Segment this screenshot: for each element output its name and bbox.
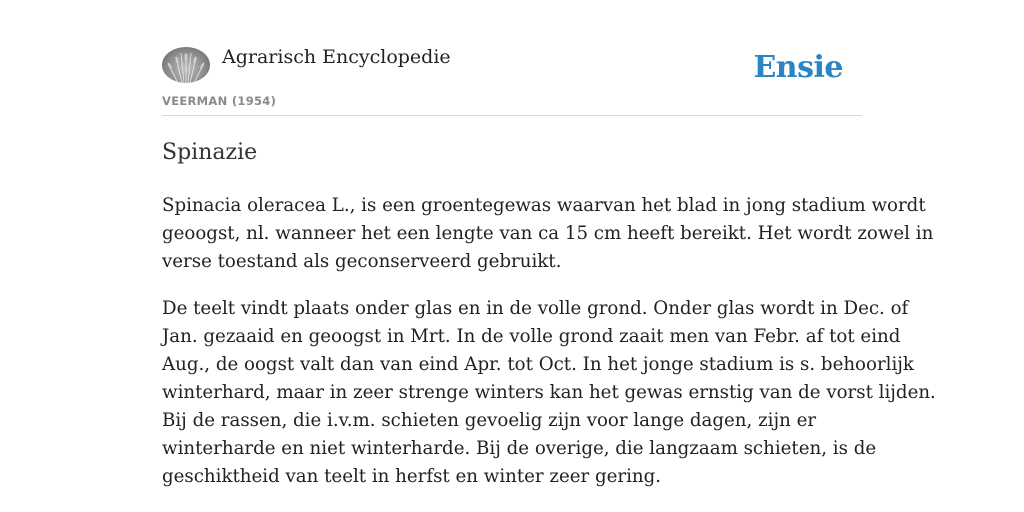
paragraph-line: winterhard, maar in zeer strenge winters kan het gewas ernstig van de vorst lijden. — [162, 382, 936, 403]
article-title: Spinazie — [162, 140, 258, 165]
paragraph-line: Spinacia oleracea L., is een groentegewas waarvan het blad in jong stadium wordt — [162, 195, 926, 216]
paragraph-line: De teelt vindt plaats onder glas en in de volle grond. Onder glas wordt in Dec. of — [162, 298, 909, 319]
paragraph-line: geschiktheid van teelt in herfst en winter zeer gering. — [162, 466, 662, 487]
paragraph-line: verse toestand als geconserveerd gebruikt. — [162, 251, 562, 272]
paragraph-line: winterharde en niet winterharde. Bij de overige, die langzaam schieten, is de — [162, 438, 877, 459]
paragraph-line: geoogst, nl. wanneer het een lengte van ca 15 cm heeft bereikt. Het wordt zowel in — [162, 223, 934, 244]
paragraph-line: Bij de rassen, die i.v.m. schieten gevoelig zijn voor lange dagen, zijn er — [162, 410, 817, 431]
ensie-logo[interactable]: Ensie — [753, 50, 843, 85]
article-container — [162, 0, 936, 487]
source-author-year: VEERMAN (1954) — [162, 94, 277, 108]
wheat-image-icon[interactable] — [162, 47, 210, 83]
paragraph-line: Aug., de oogst valt dan van eind Apr. tot Oct. In het jonge stadium is s. behoorlijk — [162, 354, 914, 375]
source-name[interactable]: Agrarisch Encyclopedie — [222, 46, 451, 68]
article-paragraph — [162, 295, 936, 491]
paragraph-line: Jan. gezaaid en geoogst in Mrt. In de volle grond zaait men van Febr. af tot eind — [162, 326, 901, 347]
source-header — [162, 0, 862, 116]
article-paragraph — [162, 192, 934, 276]
